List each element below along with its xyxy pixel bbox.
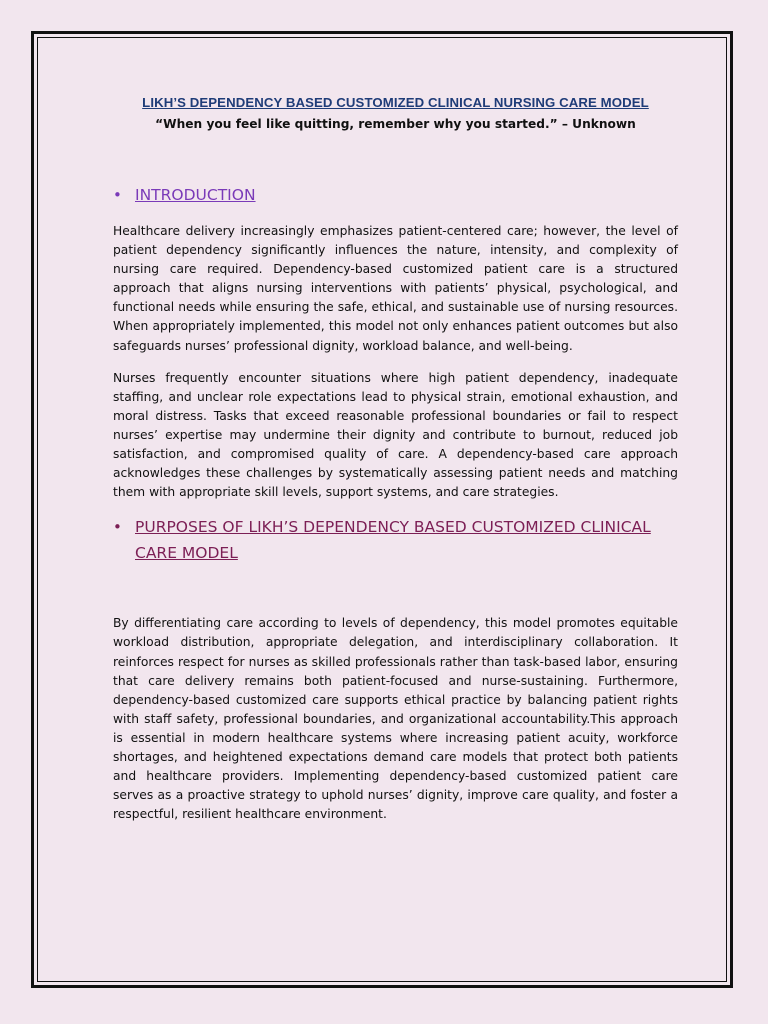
section-heading-text: INTRODUCTION [135,186,256,204]
intro-paragraph-1: Healthcare delivery increasingly emphasizes patient-centered care; however, the level of patient dependency significantly influences the nature, intensity, and complexity of nursing care required. Dependency-based customized patient care is a structured approach that aligns nursing interventions with patients’ physical, psychological, and functional needs while ensuring the safe, ethical, and sustainable use of nursing resources. When appropriately implemented, this model not only enhances patient outcomes but also safeguards nurses’ professional dignity, workload balance, and well-being. [113,224,678,353]
purposes-paragraph: By differentiating care according to levels of dependency, this model promotes equitable workload distribution, appropriate delegation, and interdisciplinary collaboration. It reinforces respect for nurses as skilled professionals rather than task-based labor, ensuring that care delivery remains both patient-focused and nurse-sustaining. Furthermore, dependency-based customized care supports ethical practice by balancing patient rights with staff safety, professional boundaries, and organizational accountability.This approach is essential in modern healthcare systems where increasing patient acuity, workforce shortages, and heightened expectations demand care models that protect both patients and healthcare providers. Implementing dependency-based customized patient care serves as a proactive strategy to uphold nurses’ dignity, improve care quality, and foster a respectful, resilient healthcare environment. [113,616,678,822]
document-quote: “When you feel like quitting, remember why you started.” – Unknown [155,117,636,131]
document-body [113,93,678,824]
section-heading-text: PURPOSES OF LIKH’S DEPENDENCY BASED CUSTOMIZED CLINICAL CARE MODEL [135,518,651,563]
bullet-icon: • [113,186,122,204]
intro-paragraph-2: Nurses frequently encounter situations where high patient dependency, inadequate staffing, and unclear role expectations lead to physical strain, emotional exhaustion, and moral distress. Tasks that exceed reasonable professional boundaries or fail to respect nurses’ expertise may undermine their dignity and contribute to burnout, reduced job satisfaction, and compromised quality of care. A dependency-based care approach acknowledges these challenges by systematically assessing patient needs and matching them with appropriate skill levels, support systems, and care strategies. [113,370,678,500]
bullet-icon: • [113,518,122,537]
section-heading-purposes [113,514,678,566]
document-title: LIKH’S DEPENDENCY BASED CUSTOMIZED CLINICAL NURSING CARE MODEL [142,95,649,110]
section-heading-introduction [113,182,678,208]
